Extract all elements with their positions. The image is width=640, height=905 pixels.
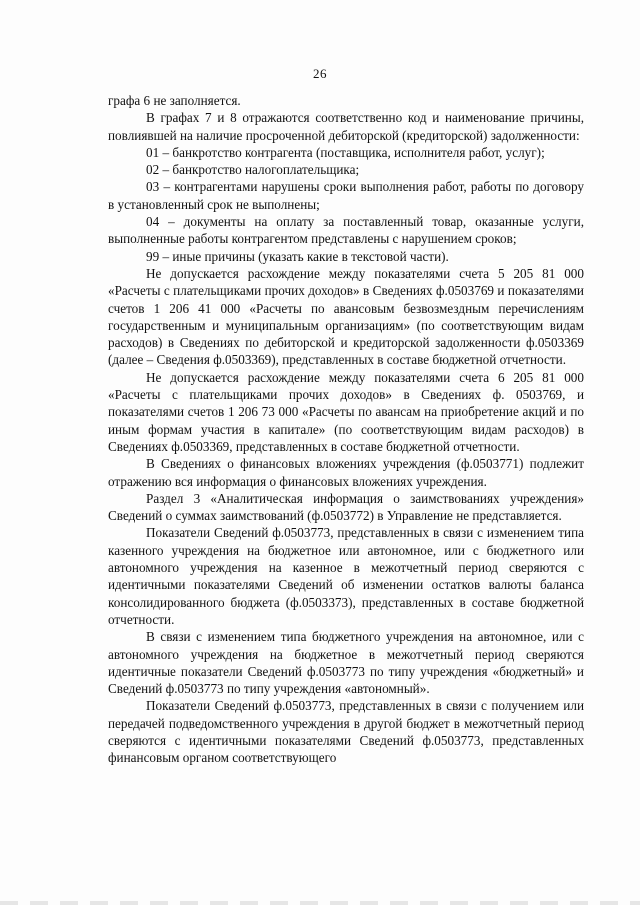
reason-03: 03 – контрагентами нарушены сроки выполнения работ, работы по договору в установленный срок не выполнены; [108, 179, 584, 212]
paragraph-budget-to-autonomous: В связи с изменением типа бюджетного учреждения на автономное, или с автономного учреждения на бюджетное в межотчетный период сверяются идентичные показатели Сведений ф.0503773 по типу учреждения «бюджетный» и Сведений ф.0503773 по типу учреждения «автономный». [108, 629, 584, 697]
paragraph-2: В графах 7 и 8 отражаются соответственно код и наименование причины, повлиявшей на наличие просроченной дебиторской (кредиторской) задолженности: [108, 110, 584, 143]
page-number: 26 [313, 66, 327, 81]
reason-04: 04 – документы на оплату за поставленный товар, оказанные услуги, выполненные работы контрагентом представлены с нарушением сроков; [108, 214, 584, 247]
paragraph-1: графа 6 не заполняется. [108, 93, 241, 108]
scan-edge-artifact [0, 901, 640, 905]
paragraph-type-change: Показатели Сведений ф.0503773, представленных в связи с изменением типа казенного учреждения на бюджетное или автономное, или с бюджетного или автономного учреждения на казенное в межотчетный период сверяются с идентичными показателями Сведений об изменении остатков валюты баланса консолидированного бюджета (ф.0503373), представленных в составе бюджетной отчетности. [108, 525, 584, 627]
paragraph-transfer: Показатели Сведений ф.0503773, представленных в связи с получением или передачей подведомственного учреждения в другой бюджет в межотчетный период сверяются с идентичными показателями Сведений ф.0503773, представленных финансовым органом соответствующего [108, 698, 584, 766]
reason-01: 01 – банкротство контрагента (поставщика, исполнителя работ, услуг); [146, 144, 545, 160]
paragraph-discrepancy-6-205: Не допускается расхождение между показателями счета 6 205 81 000 «Расчеты с плательщиками прочих доходов» в Сведениях ф. 0503769, и показателями счетов 1 206 73 000 «Расчеты по авансам на приобретение акций и по иным формам участия в капитале» (по соответствующим видам расходов) в Сведениях ф.0503369, представленных в составе бюджетной отчетности. [108, 369, 584, 454]
reason-02: 02 – банкротство налогоплательщика; [146, 162, 360, 178]
paragraph-section-3: Раздел 3 «Аналитическая информация о заимствованиях учреждения» Сведений о суммах заимствований (ф.0503772) в Управление не представляется. [108, 490, 584, 524]
paragraph-discrepancy-5-205: Не допускается расхождение между показателями счета 5 205 81 000 «Расчеты с плательщиками прочих доходов» в Сведениях ф.0503769 и показателями счетов 1 206 41 000 «Расчеты по авансовым безвозмездным перечислениям государственным и муниципальным организациям» (по соответствующим видам расходов) в Сведениях по дебиторской и кредиторской задолженности ф.0503369 (далее – Сведения ф.0503369), представленных в составе бюджетной отчетности. [108, 265, 584, 368]
reason-99: 99 – иные причины (указать какие в текстовой части). [146, 248, 449, 264]
paragraph-financial-investments: В Сведениях о финансовых вложениях учреждения (ф.0503771) подлежит отражению вся информация о финансовых вложениях учреждения. [108, 456, 584, 489]
document-body [108, 92, 584, 767]
